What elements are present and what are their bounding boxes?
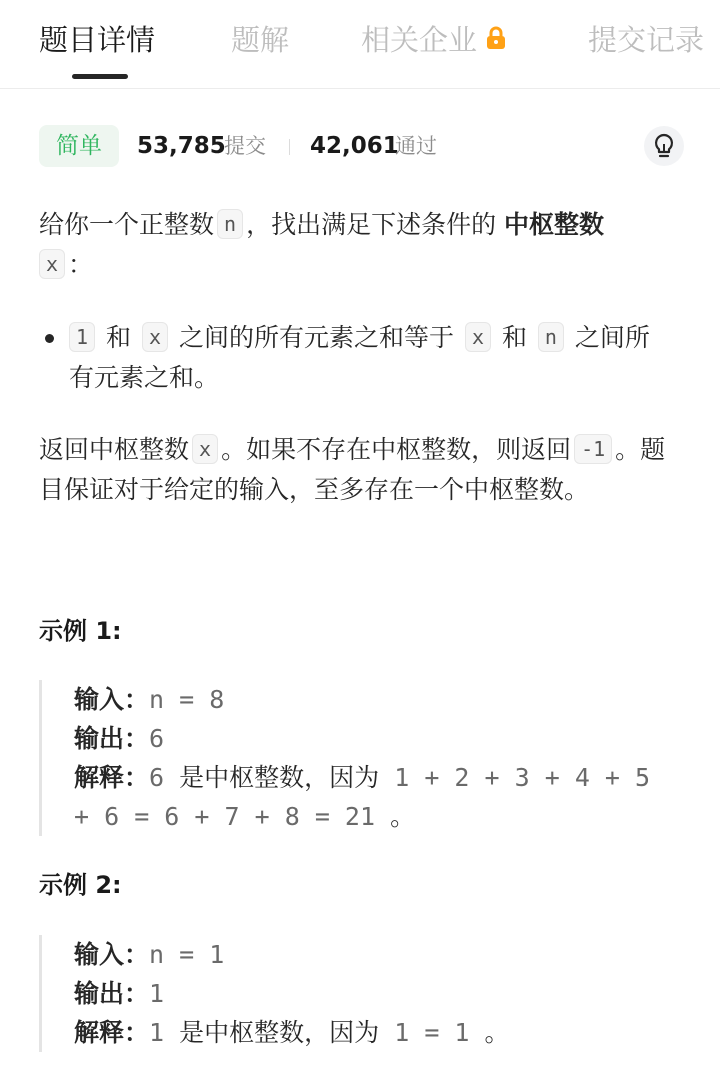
- term-pivot-integer: 中枢整数: [504, 210, 605, 239]
- tab-related-companies-label: 相关企业: [361, 23, 478, 57]
- condition-tail: 之间所有元素之和。: [69, 323, 650, 392]
- inline-code-n: n: [217, 209, 243, 239]
- inline-code-x-3: x: [192, 434, 218, 464]
- condition-and-1: 和: [106, 323, 132, 352]
- example-1-title: 示例 1:: [39, 617, 122, 645]
- submitted-label: 提交: [224, 134, 266, 158]
- intro-text-3: ：: [68, 250, 94, 279]
- example-2-title: 示例 2:: [39, 871, 122, 899]
- intro-text-1: 给你一个正整数: [39, 210, 215, 239]
- explanation-text: 是中枢整数，因为: [179, 1018, 380, 1047]
- explanation-equation: 1 + 2 + 3 + 4 + 5 + 6 = 6 + 7 + 8 = 21: [74, 763, 666, 831]
- inline-code-n-2: n: [538, 322, 564, 352]
- inline-code-neg1: -1: [574, 434, 612, 464]
- condition-and-2: 和: [501, 323, 527, 352]
- tab-related-companies[interactable]: [361, 20, 507, 62]
- difficulty-badge: 简单: [39, 125, 119, 167]
- tab-bar: [0, 0, 720, 89]
- accepted-count: 42,061: [310, 133, 399, 159]
- input-label: 输入：: [74, 685, 150, 714]
- inline-code-1: 1: [69, 322, 95, 352]
- return-text-3: 。题目保证对于给定的输入，至多存在一个中枢整数。: [39, 435, 666, 504]
- example-2-input: [74, 935, 679, 974]
- output-value: 6: [149, 724, 165, 753]
- example-1-explanation: [74, 758, 679, 836]
- example-1-output: [74, 719, 679, 758]
- tab-submissions[interactable]: 提交记录: [588, 23, 705, 57]
- hint-button[interactable]: [644, 126, 684, 166]
- submitted-count: 53,785: [137, 133, 226, 159]
- return-description: [39, 430, 679, 510]
- bullet-dot: [45, 334, 54, 343]
- output-label: 输出：: [74, 979, 150, 1008]
- divider: [289, 139, 290, 155]
- inline-code-x-2: x: [465, 322, 491, 352]
- example-1-input: [74, 680, 679, 719]
- tab-description[interactable]: 题目详情: [39, 23, 156, 57]
- problem-intro: [39, 205, 679, 285]
- condition-middle: 之间的所有元素之和等于: [178, 323, 454, 352]
- explanation-value: 1: [149, 1018, 165, 1047]
- return-text-2: 。如果不存在中枢整数，则返回: [221, 435, 572, 464]
- explanation-label: 解释：: [74, 1018, 150, 1047]
- example-2-output: [74, 974, 679, 1013]
- condition-text: [69, 318, 669, 398]
- return-text-1: 返回中枢整数: [39, 435, 190, 464]
- output-value: 1: [149, 979, 165, 1008]
- active-tab-indicator: [72, 74, 128, 79]
- explanation-value: 6: [149, 763, 165, 792]
- example-2-block: [39, 935, 679, 1052]
- example-1-block: [39, 680, 679, 836]
- explanation-label: 解释：: [74, 763, 150, 792]
- accepted-label: 通过: [395, 134, 437, 158]
- explanation-equation: 1 = 1: [394, 1018, 470, 1047]
- lightbulb-icon: [644, 126, 684, 166]
- input-label: 输入：: [74, 940, 150, 969]
- explanation-text: 是中枢整数，因为: [179, 763, 380, 792]
- explanation-end: 。: [390, 802, 416, 831]
- problem-meta: [39, 125, 684, 167]
- tab-solutions[interactable]: 题解: [231, 23, 290, 57]
- explanation-end: 。: [484, 1018, 510, 1047]
- input-value: n = 8: [149, 685, 225, 714]
- input-value: n = 1: [149, 940, 225, 969]
- output-label: 输出：: [74, 724, 150, 753]
- lock-icon: [485, 20, 507, 60]
- example-2-explanation: [74, 1013, 679, 1052]
- inline-code-x: x: [39, 249, 65, 279]
- intro-text-2: ，找出满足下述条件的: [246, 210, 497, 239]
- inline-code-x-1: x: [142, 322, 168, 352]
